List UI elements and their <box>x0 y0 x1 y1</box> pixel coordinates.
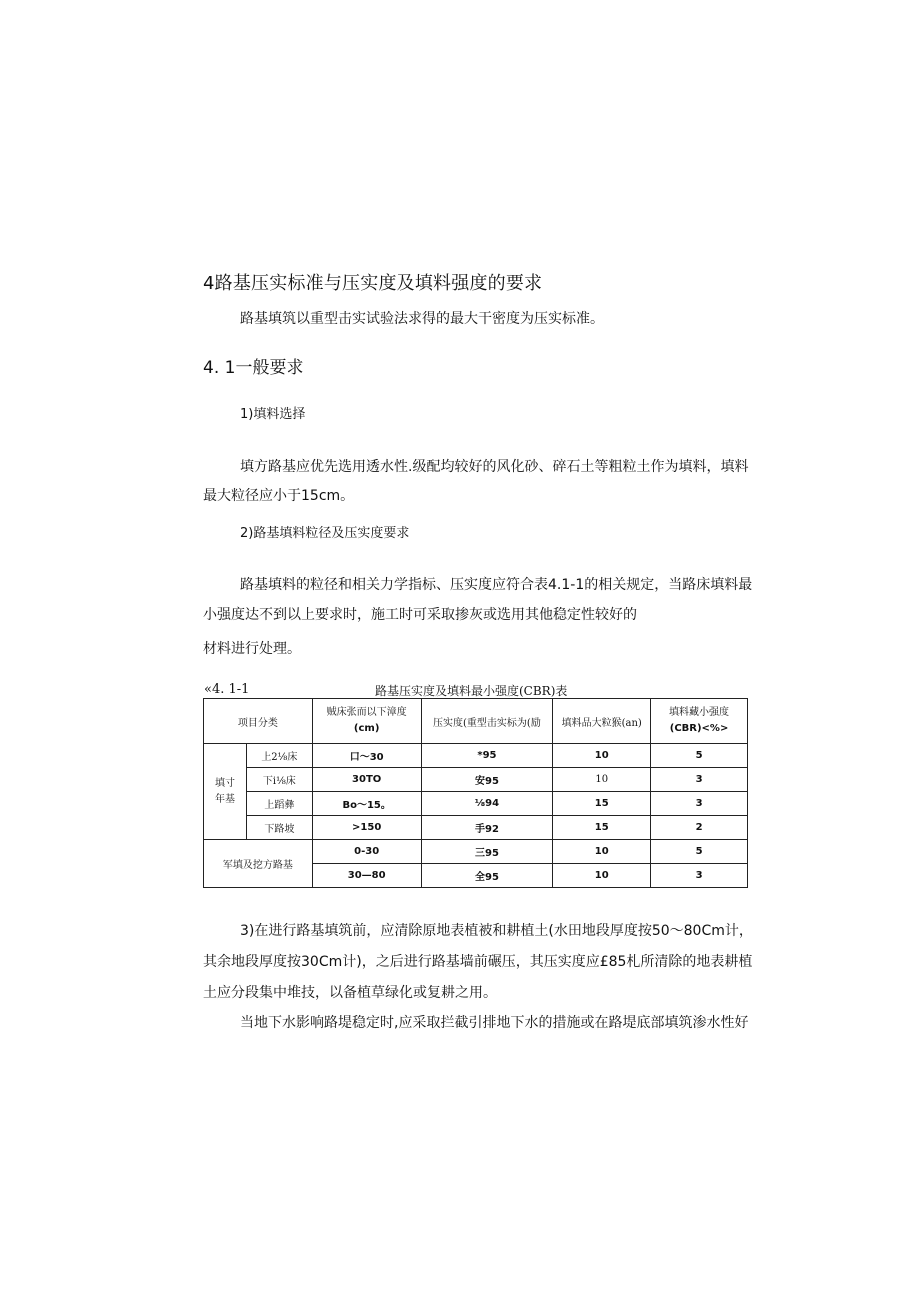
table-row <box>204 840 748 864</box>
group-cut-label: 军填及挖方路基 <box>204 840 313 888</box>
row-max-size: 10 <box>553 840 651 864</box>
row-depth: Bo～15。 <box>312 792 421 816</box>
item2-text-line1: 路基填料的粒径和相关力学指标、压实度应符合表4.1-1的相关规定，当路床填料最 <box>240 577 753 593</box>
item2-text-line2: 小强度达不到以上要求时，施工时可采取掺灰或选用其他稳定性较好的 <box>203 607 637 623</box>
table-header-row <box>204 699 748 744</box>
header-category: 项目分类 <box>204 699 313 744</box>
row-cbr: 5 <box>651 744 748 768</box>
group-fill-label <box>204 744 247 840</box>
intro-paragraph: 路基填筑以重型击实试验法求得的最大干密度为压实标准。 <box>240 311 604 327</box>
group-fill-label-1: 填寸 <box>214 777 235 789</box>
table-title: 路基压实度及填料最小强度(CBR)表 <box>375 684 568 698</box>
row-depth: >150 <box>312 816 421 840</box>
item2-text-line3: 材料进行处理。 <box>203 641 301 657</box>
header-cbr-text: 填料藏小强度 <box>669 707 730 718</box>
row-max-size: 15 <box>553 816 651 840</box>
table-row <box>204 792 748 816</box>
item2-title: 2)路基填料粒径及压实度要求 <box>240 526 410 541</box>
row-subcategory: 下路坡 <box>246 816 312 840</box>
row-compaction: *95 <box>421 744 553 768</box>
header-depth <box>312 699 421 744</box>
row-depth: 0-30 <box>312 840 421 864</box>
row-compaction: 三95 <box>421 840 553 864</box>
row-subcategory: 下i⅛床 <box>246 768 312 792</box>
header-depth-unit: (cm) <box>353 723 380 734</box>
row-depth: 30—80 <box>312 864 421 888</box>
item1-title: 1)填料选择 <box>240 407 306 422</box>
row-max-size: 10 <box>553 864 651 888</box>
row-max-size: 10 <box>553 768 651 792</box>
row-max-size: 10 <box>553 744 651 768</box>
row-compaction: 手92 <box>421 816 553 840</box>
header-max-size: 填料品大粒猴(an) <box>553 699 651 744</box>
row-cbr: 3 <box>651 792 748 816</box>
item3-text-line1: 3)在进行路基填筑前，应清除原地表植被和耕植土(水田地段厚度按50～80Cm计， <box>240 923 753 939</box>
item1-text-line1: 填方路基应优先选用透水性.级配均较好的风化砂、碎石土等粗粒土作为填料，填料 <box>240 459 749 475</box>
row-max-size: 15 <box>553 792 651 816</box>
row-compaction: 安95 <box>421 768 553 792</box>
row-compaction: 全95 <box>421 864 553 888</box>
header-compaction: 压实度(重型击实标为(励 <box>421 699 553 744</box>
item3-text-line2: 其余地段厚度按30Cm计)，之后进行路基墙前碾压，其压实度应£85札所清除的地表耕植 <box>203 954 753 970</box>
row-cbr: 3 <box>651 864 748 888</box>
table-row <box>204 744 748 768</box>
table-row <box>204 768 748 792</box>
compaction-table <box>203 698 748 888</box>
row-subcategory: 上蹈彝 <box>246 792 312 816</box>
row-depth: 口～30 <box>312 744 421 768</box>
row-cbr: 3 <box>651 768 748 792</box>
row-cbr: 2 <box>651 816 748 840</box>
row-cbr: 5 <box>651 840 748 864</box>
table-number: «4. 1-1 <box>204 682 250 697</box>
header-depth-text: 贼床张而以下漳度 <box>326 707 407 718</box>
row-depth: 30TO <box>312 768 421 792</box>
item1-text-line2: 最大粒径应小于15cm。 <box>203 488 355 504</box>
header-cbr-unit: (CBR)<%> <box>669 723 729 734</box>
row-subcategory: 上2⅛床 <box>246 744 312 768</box>
subsection-heading: 4. 1一般要求 <box>203 358 304 378</box>
item3-text-line4: 当地下水影响路堤稳定时,应采取拦截引排地下水的措施或在路堤底部填筑渗水性好 <box>240 1015 749 1031</box>
item3-text-line3: 土应分段集中堆技，以备植草绿化或复耕之用。 <box>203 985 497 1001</box>
group-fill-label-2: 年基 <box>214 793 235 805</box>
header-cbr <box>651 699 748 744</box>
table-row <box>204 816 748 840</box>
row-compaction: ⅛94 <box>421 792 553 816</box>
section-heading: 4路基压实标准与压实度及填料强度的要求 <box>203 273 543 294</box>
